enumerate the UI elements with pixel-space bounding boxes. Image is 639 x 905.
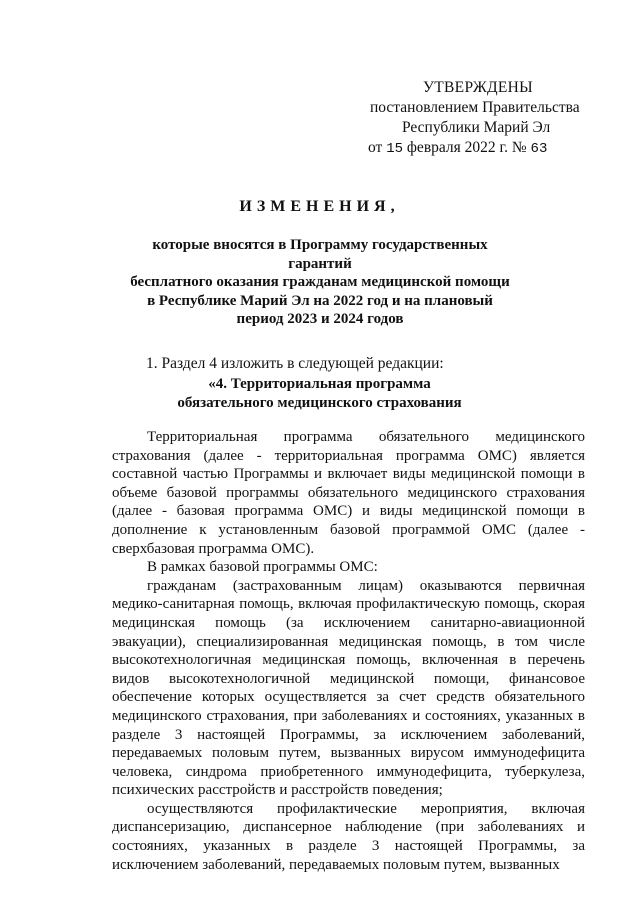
subtitle-line: которые вносятся в Программу государственных гарантий	[152, 237, 488, 272]
document-body	[112, 428, 585, 874]
subtitle-line: в Республике Марий Эл на 2022 год и на плановый	[147, 292, 493, 309]
subtitle-line: бесплатного оказания гражданам медицинской помощи	[130, 274, 510, 290]
body-paragraph: осуществляются профилактические мероприятия, включая диспансеризацию, диспансерное наблюдение (при заболеваниях и состояниях, указанных в разделе 3 настоящей Программы, за исключением заболеваний, передаваемых половым путем, вызванных	[112, 800, 585, 873]
approval-line-decree: постановлением Правительства	[370, 99, 580, 116]
section-4-heading	[0, 375, 639, 413]
approval-title: УТВЕРЖДЕНЫ	[423, 79, 533, 96]
subtitle-line: период 2023 и 2024 годов	[236, 311, 404, 327]
item-1-text: 1. Раздел 4 изложить в следующей редакции:	[146, 355, 444, 372]
section-heading-line: «4. Территориальная программа	[208, 376, 431, 392]
approval-date-rest: февраля 2022 г. №	[406, 139, 527, 156]
document-title: ИЗМЕНЕНИЯ,	[239, 198, 400, 215]
approval-block	[360, 78, 620, 159]
approval-day: 15	[386, 141, 404, 157]
section-heading-line: обязательного медицинского страхования	[177, 395, 462, 411]
approval-number: 63	[530, 141, 548, 157]
approval-date-line	[360, 138, 620, 159]
approval-date-prefix: от	[368, 139, 383, 156]
body-paragraph: гражданам (застрахованным лицам) оказываются первичная медико-санитарная помощь, включая профилактическую помощь, скорая медицинская помощь (за исключением санитарно-авиационной эвакуации), специализированная медицинская помощь, в том числе высокотехнологичная медицинская помощь, включенная в перечень видов высокотехнологичной медицинской помощи, финансовое обеспечение которых осуществляется за счет средств обязательного медицинского страхования, при заболеваниях и состояниях, указанных в разделе 3 настоящей Программы, за исключением заболеваний, передаваемых половым путем, вызванных вирусом иммунодефицита человека, синдрома приобретенного иммунодефицита, туберкулеза, психических расстройств и расстройств поведения;	[112, 577, 585, 799]
approval-line-republic: Республики Марий Эл	[402, 119, 551, 136]
document-subtitle	[120, 236, 520, 329]
body-paragraph: Территориальная программа обязательного медицинского страхования (далее - территориальная программа ОМС) является составной частью Программы и включает виды медицинской помощи в объеме базовой программы обязательного медицинского страхования (далее - базовая программа ОМС) и виды медицинской помощи в дополнение к установленным базовой программой ОМС (далее - сверхбазовая программа ОМС).	[112, 429, 585, 557]
body-paragraph: В рамках базовой программы ОМС:	[147, 559, 378, 576]
